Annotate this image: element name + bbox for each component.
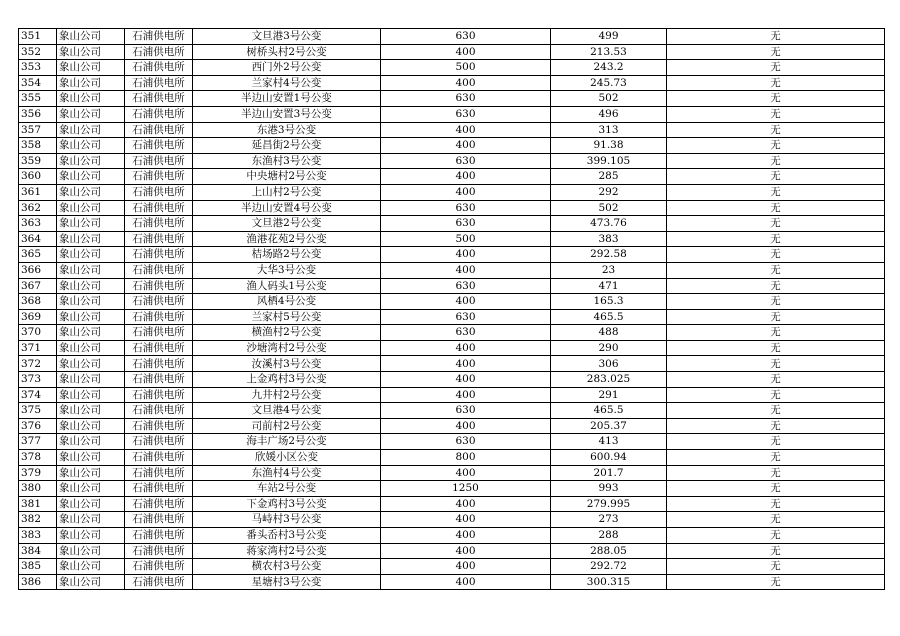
capacity-cell: 630	[381, 434, 551, 450]
company-cell: 象山公司	[57, 512, 125, 528]
transformer-name-cell: 横农村3号公变	[193, 559, 381, 575]
remark-cell: 无	[667, 122, 885, 138]
capacity-cell: 630	[381, 216, 551, 232]
company-cell: 象山公司	[57, 231, 125, 247]
table-row	[19, 138, 885, 154]
capacity-cell: 400	[381, 340, 551, 356]
row-index-cell: 368	[19, 294, 57, 310]
station-cell: 石浦供电所	[125, 372, 193, 388]
transformer-name-cell: 海丰广场2号公变	[193, 434, 381, 450]
company-cell: 象山公司	[57, 403, 125, 419]
station-cell: 石浦供电所	[125, 418, 193, 434]
row-index-cell: 361	[19, 184, 57, 200]
company-cell: 象山公司	[57, 450, 125, 466]
capacity-cell: 400	[381, 44, 551, 60]
load-cell: 290	[551, 340, 667, 356]
table-row	[19, 122, 885, 138]
company-cell: 象山公司	[57, 247, 125, 263]
station-cell: 石浦供电所	[125, 559, 193, 575]
remark-cell: 无	[667, 309, 885, 325]
capacity-cell: 400	[381, 465, 551, 481]
capacity-cell: 400	[381, 528, 551, 544]
remark-cell: 无	[667, 387, 885, 403]
transformer-name-cell: 渔人码头1号公变	[193, 278, 381, 294]
company-cell: 象山公司	[57, 356, 125, 372]
row-index-cell: 372	[19, 356, 57, 372]
table-row	[19, 574, 885, 590]
row-index-cell: 360	[19, 169, 57, 185]
transformer-name-cell: 中央塘村2号公变	[193, 169, 381, 185]
remark-cell: 无	[667, 106, 885, 122]
table-row	[19, 356, 885, 372]
load-cell: 283.025	[551, 372, 667, 388]
transformer-name-cell: 渔港花苑2号公变	[193, 231, 381, 247]
capacity-cell: 400	[381, 169, 551, 185]
remark-cell: 无	[667, 450, 885, 466]
table-row	[19, 29, 885, 45]
transformer-name-cell: 东渔村4号公变	[193, 465, 381, 481]
load-cell: 488	[551, 325, 667, 341]
capacity-cell: 400	[381, 356, 551, 372]
remark-cell: 无	[667, 340, 885, 356]
table-row	[19, 278, 885, 294]
table-row	[19, 434, 885, 450]
capacity-cell: 400	[381, 247, 551, 263]
station-cell: 石浦供电所	[125, 247, 193, 263]
company-cell: 象山公司	[57, 75, 125, 91]
transformer-table	[18, 28, 885, 590]
company-cell: 象山公司	[57, 559, 125, 575]
capacity-cell: 400	[381, 122, 551, 138]
station-cell: 石浦供电所	[125, 153, 193, 169]
transformer-name-cell: 上金鸡村3号公变	[193, 372, 381, 388]
capacity-cell: 400	[381, 138, 551, 154]
load-cell: 413	[551, 434, 667, 450]
company-cell: 象山公司	[57, 465, 125, 481]
capacity-cell: 630	[381, 325, 551, 341]
table-row	[19, 153, 885, 169]
transformer-name-cell: 树桥头村2号公变	[193, 44, 381, 60]
spreadsheet-page	[18, 28, 884, 590]
company-cell: 象山公司	[57, 418, 125, 434]
station-cell: 石浦供电所	[125, 294, 193, 310]
company-cell: 象山公司	[57, 528, 125, 544]
station-cell: 石浦供电所	[125, 91, 193, 107]
remark-cell: 无	[667, 559, 885, 575]
load-cell: 300.315	[551, 574, 667, 590]
remark-cell: 无	[667, 294, 885, 310]
table-row	[19, 44, 885, 60]
load-cell: 383	[551, 231, 667, 247]
company-cell: 象山公司	[57, 294, 125, 310]
table-row	[19, 262, 885, 278]
transformer-name-cell: 横渔村2号公变	[193, 325, 381, 341]
transformer-name-cell: 兰家村4号公变	[193, 75, 381, 91]
remark-cell: 无	[667, 543, 885, 559]
table-row	[19, 450, 885, 466]
row-index-cell: 379	[19, 465, 57, 481]
load-cell: 499	[551, 29, 667, 45]
transformer-name-cell: 车站2号公变	[193, 481, 381, 497]
company-cell: 象山公司	[57, 122, 125, 138]
capacity-cell: 400	[381, 559, 551, 575]
company-cell: 象山公司	[57, 262, 125, 278]
transformer-name-cell: 上山村2号公变	[193, 184, 381, 200]
table-row	[19, 543, 885, 559]
table-body	[19, 29, 885, 590]
transformer-name-cell: 沙塘湾村2号公变	[193, 340, 381, 356]
row-index-cell: 373	[19, 372, 57, 388]
company-cell: 象山公司	[57, 372, 125, 388]
remark-cell: 无	[667, 434, 885, 450]
row-index-cell: 353	[19, 60, 57, 76]
row-index-cell: 376	[19, 418, 57, 434]
remark-cell: 无	[667, 91, 885, 107]
remark-cell: 无	[667, 481, 885, 497]
transformer-name-cell: 文旦港2号公变	[193, 216, 381, 232]
load-cell: 292.58	[551, 247, 667, 263]
station-cell: 石浦供电所	[125, 200, 193, 216]
row-index-cell: 381	[19, 496, 57, 512]
row-index-cell: 370	[19, 325, 57, 341]
load-cell: 243.2	[551, 60, 667, 76]
table-row	[19, 231, 885, 247]
row-index-cell: 364	[19, 231, 57, 247]
transformer-name-cell: 马峙村3号公变	[193, 512, 381, 528]
transformer-name-cell: 东港3号公变	[193, 122, 381, 138]
capacity-cell: 630	[381, 403, 551, 419]
transformer-name-cell: 半边山安置4号公变	[193, 200, 381, 216]
load-cell: 205.37	[551, 418, 667, 434]
capacity-cell: 1250	[381, 481, 551, 497]
transformer-name-cell: 司前村2号公变	[193, 418, 381, 434]
load-cell: 291	[551, 387, 667, 403]
transformer-name-cell: 九井村2号公变	[193, 387, 381, 403]
remark-cell: 无	[667, 247, 885, 263]
table-row	[19, 512, 885, 528]
load-cell: 288.05	[551, 543, 667, 559]
load-cell: 213.53	[551, 44, 667, 60]
load-cell: 279.995	[551, 496, 667, 512]
transformer-name-cell: 汝溪村3号公变	[193, 356, 381, 372]
row-index-cell: 386	[19, 574, 57, 590]
row-index-cell: 357	[19, 122, 57, 138]
table-row	[19, 309, 885, 325]
transformer-name-cell: 欣媛小区公变	[193, 450, 381, 466]
capacity-cell: 400	[381, 574, 551, 590]
table-row	[19, 496, 885, 512]
remark-cell: 无	[667, 528, 885, 544]
station-cell: 石浦供电所	[125, 356, 193, 372]
company-cell: 象山公司	[57, 169, 125, 185]
row-index-cell: 375	[19, 403, 57, 419]
row-index-cell: 383	[19, 528, 57, 544]
station-cell: 石浦供电所	[125, 574, 193, 590]
station-cell: 石浦供电所	[125, 231, 193, 247]
capacity-cell: 400	[381, 512, 551, 528]
capacity-cell: 400	[381, 262, 551, 278]
remark-cell: 无	[667, 75, 885, 91]
remark-cell: 无	[667, 60, 885, 76]
station-cell: 石浦供电所	[125, 29, 193, 45]
load-cell: 313	[551, 122, 667, 138]
remark-cell: 无	[667, 512, 885, 528]
remark-cell: 无	[667, 200, 885, 216]
capacity-cell: 630	[381, 29, 551, 45]
row-index-cell: 366	[19, 262, 57, 278]
station-cell: 石浦供电所	[125, 387, 193, 403]
table-row	[19, 200, 885, 216]
transformer-name-cell: 大华3号公变	[193, 262, 381, 278]
row-index-cell: 352	[19, 44, 57, 60]
capacity-cell: 400	[381, 387, 551, 403]
station-cell: 石浦供电所	[125, 138, 193, 154]
transformer-name-cell: 桔场路2号公变	[193, 247, 381, 263]
capacity-cell: 400	[381, 418, 551, 434]
load-cell: 399.105	[551, 153, 667, 169]
station-cell: 石浦供电所	[125, 169, 193, 185]
transformer-name-cell: 风栖4号公变	[193, 294, 381, 310]
capacity-cell: 630	[381, 153, 551, 169]
remark-cell: 无	[667, 403, 885, 419]
capacity-cell: 400	[381, 372, 551, 388]
company-cell: 象山公司	[57, 434, 125, 450]
table-row	[19, 91, 885, 107]
remark-cell: 无	[667, 418, 885, 434]
load-cell: 471	[551, 278, 667, 294]
load-cell: 245.73	[551, 75, 667, 91]
remark-cell: 无	[667, 465, 885, 481]
company-cell: 象山公司	[57, 309, 125, 325]
remark-cell: 无	[667, 153, 885, 169]
company-cell: 象山公司	[57, 200, 125, 216]
table-row	[19, 559, 885, 575]
company-cell: 象山公司	[57, 91, 125, 107]
capacity-cell: 630	[381, 91, 551, 107]
station-cell: 石浦供电所	[125, 481, 193, 497]
capacity-cell: 630	[381, 309, 551, 325]
company-cell: 象山公司	[57, 29, 125, 45]
row-index-cell: 385	[19, 559, 57, 575]
load-cell: 292.72	[551, 559, 667, 575]
station-cell: 石浦供电所	[125, 44, 193, 60]
transformer-name-cell: 文旦港4号公变	[193, 403, 381, 419]
load-cell: 502	[551, 91, 667, 107]
remark-cell: 无	[667, 496, 885, 512]
table-row	[19, 294, 885, 310]
station-cell: 石浦供电所	[125, 309, 193, 325]
remark-cell: 无	[667, 138, 885, 154]
capacity-cell: 400	[381, 496, 551, 512]
load-cell: 465.5	[551, 403, 667, 419]
table-row	[19, 403, 885, 419]
remark-cell: 无	[667, 574, 885, 590]
remark-cell: 无	[667, 44, 885, 60]
table-row	[19, 340, 885, 356]
table-row	[19, 216, 885, 232]
table-row	[19, 528, 885, 544]
station-cell: 石浦供电所	[125, 450, 193, 466]
capacity-cell: 500	[381, 231, 551, 247]
transformer-name-cell: 兰家村5号公变	[193, 309, 381, 325]
station-cell: 石浦供电所	[125, 496, 193, 512]
transformer-name-cell: 西门外2号公变	[193, 60, 381, 76]
station-cell: 石浦供电所	[125, 512, 193, 528]
remark-cell: 无	[667, 29, 885, 45]
load-cell: 91.38	[551, 138, 667, 154]
row-index-cell: 365	[19, 247, 57, 263]
row-index-cell: 371	[19, 340, 57, 356]
load-cell: 292	[551, 184, 667, 200]
load-cell: 502	[551, 200, 667, 216]
load-cell: 273	[551, 512, 667, 528]
table-row	[19, 418, 885, 434]
row-index-cell: 369	[19, 309, 57, 325]
remark-cell: 无	[667, 184, 885, 200]
row-index-cell: 355	[19, 91, 57, 107]
station-cell: 石浦供电所	[125, 106, 193, 122]
table-row	[19, 325, 885, 341]
table-row	[19, 372, 885, 388]
transformer-name-cell: 下金鸡村3号公变	[193, 496, 381, 512]
row-index-cell: 377	[19, 434, 57, 450]
capacity-cell: 400	[381, 184, 551, 200]
row-index-cell: 380	[19, 481, 57, 497]
table-row	[19, 60, 885, 76]
load-cell: 23	[551, 262, 667, 278]
company-cell: 象山公司	[57, 325, 125, 341]
remark-cell: 无	[667, 262, 885, 278]
load-cell: 201.7	[551, 465, 667, 481]
company-cell: 象山公司	[57, 574, 125, 590]
row-index-cell: 351	[19, 29, 57, 45]
company-cell: 象山公司	[57, 543, 125, 559]
station-cell: 石浦供电所	[125, 60, 193, 76]
remark-cell: 无	[667, 169, 885, 185]
capacity-cell: 500	[381, 60, 551, 76]
load-cell: 288	[551, 528, 667, 544]
row-index-cell: 384	[19, 543, 57, 559]
transformer-name-cell: 番头岙村3号公变	[193, 528, 381, 544]
capacity-cell: 630	[381, 278, 551, 294]
station-cell: 石浦供电所	[125, 528, 193, 544]
row-index-cell: 362	[19, 200, 57, 216]
table-row	[19, 184, 885, 200]
load-cell: 473.76	[551, 216, 667, 232]
station-cell: 石浦供电所	[125, 465, 193, 481]
load-cell: 993	[551, 481, 667, 497]
transformer-name-cell: 半边山安置3号公变	[193, 106, 381, 122]
transformer-name-cell: 文旦港3号公变	[193, 29, 381, 45]
row-index-cell: 363	[19, 216, 57, 232]
load-cell: 285	[551, 169, 667, 185]
row-index-cell: 378	[19, 450, 57, 466]
remark-cell: 无	[667, 278, 885, 294]
load-cell: 496	[551, 106, 667, 122]
remark-cell: 无	[667, 216, 885, 232]
row-index-cell: 367	[19, 278, 57, 294]
capacity-cell: 800	[381, 450, 551, 466]
table-row	[19, 247, 885, 263]
transformer-name-cell: 蒋家湾村2号公变	[193, 543, 381, 559]
company-cell: 象山公司	[57, 496, 125, 512]
station-cell: 石浦供电所	[125, 75, 193, 91]
station-cell: 石浦供电所	[125, 340, 193, 356]
company-cell: 象山公司	[57, 184, 125, 200]
load-cell: 165.3	[551, 294, 667, 310]
row-index-cell: 382	[19, 512, 57, 528]
transformer-name-cell: 延昌街2号公变	[193, 138, 381, 154]
capacity-cell: 630	[381, 106, 551, 122]
station-cell: 石浦供电所	[125, 278, 193, 294]
row-index-cell: 354	[19, 75, 57, 91]
row-index-cell: 356	[19, 106, 57, 122]
company-cell: 象山公司	[57, 340, 125, 356]
load-cell: 600.94	[551, 450, 667, 466]
station-cell: 石浦供电所	[125, 262, 193, 278]
capacity-cell: 630	[381, 200, 551, 216]
station-cell: 石浦供电所	[125, 122, 193, 138]
station-cell: 石浦供电所	[125, 543, 193, 559]
table-row	[19, 465, 885, 481]
table-row	[19, 106, 885, 122]
row-index-cell: 358	[19, 138, 57, 154]
load-cell: 306	[551, 356, 667, 372]
company-cell: 象山公司	[57, 216, 125, 232]
remark-cell: 无	[667, 325, 885, 341]
row-index-cell: 359	[19, 153, 57, 169]
remark-cell: 无	[667, 372, 885, 388]
table-row	[19, 387, 885, 403]
company-cell: 象山公司	[57, 481, 125, 497]
station-cell: 石浦供电所	[125, 403, 193, 419]
station-cell: 石浦供电所	[125, 184, 193, 200]
company-cell: 象山公司	[57, 60, 125, 76]
company-cell: 象山公司	[57, 138, 125, 154]
transformer-name-cell: 星塘村3号公变	[193, 574, 381, 590]
company-cell: 象山公司	[57, 387, 125, 403]
remark-cell: 无	[667, 356, 885, 372]
company-cell: 象山公司	[57, 153, 125, 169]
capacity-cell: 400	[381, 75, 551, 91]
table-row	[19, 169, 885, 185]
company-cell: 象山公司	[57, 44, 125, 60]
transformer-name-cell: 半边山安置1号公变	[193, 91, 381, 107]
load-cell: 465.5	[551, 309, 667, 325]
remark-cell: 无	[667, 231, 885, 247]
transformer-name-cell: 东渔村3号公变	[193, 153, 381, 169]
row-index-cell: 374	[19, 387, 57, 403]
table-row	[19, 75, 885, 91]
station-cell: 石浦供电所	[125, 325, 193, 341]
capacity-cell: 400	[381, 294, 551, 310]
station-cell: 石浦供电所	[125, 434, 193, 450]
capacity-cell: 400	[381, 543, 551, 559]
company-cell: 象山公司	[57, 278, 125, 294]
station-cell: 石浦供电所	[125, 216, 193, 232]
table-row	[19, 481, 885, 497]
company-cell: 象山公司	[57, 106, 125, 122]
